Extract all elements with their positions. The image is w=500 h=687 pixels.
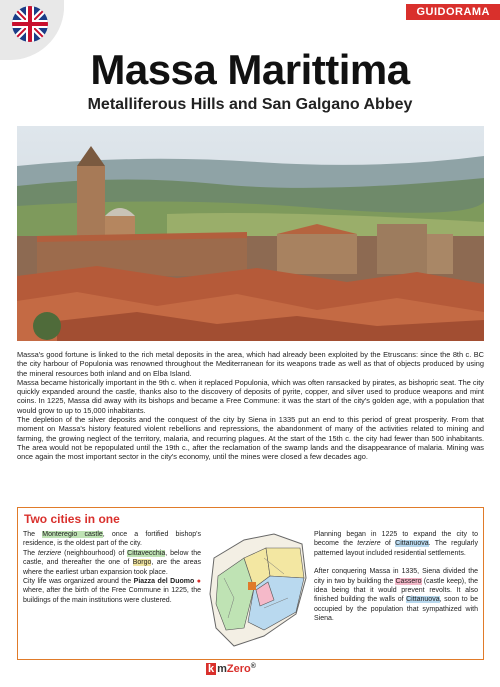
page-subtitle: Metalliferous Hills and San Galgano Abbey: [87, 96, 413, 113]
cittanuova-highlight: Cittanuova: [406, 596, 440, 604]
duomo-bullet-icon: ●: [194, 578, 201, 586]
box-paragraph: City life was organized around the Piazza del Duomo ● where, after the birth of the Free Commune in 1225, the buildings of the main institutions were clustered.: [23, 578, 201, 604]
two-cities-box: [17, 507, 484, 660]
box-paragraph: After conquering Massa in 1335, Siena divided the city in two by building the Cassero (castle keep), the idea being that it would prevent revolts. It also finished building the walls of Cittanuova, soon to be occupied by the population that sympathized with Siena.: [314, 568, 479, 623]
monteregio-highlight: Monteregio castle: [42, 531, 103, 538]
intro-paragraph: The depletion of the silver deposits and the conquest of the city by Siena in 1335 put an end to this period of great prosperity. From that moment on Massa's history featured violent rebellions and repressions, the abandonment of many of the activities related to mining and farming, the growing neglect of the territory, malaria, and recurring plagues. At the start of the 15th c. the city had fewer than 500 inhabitants. The area would not be repopulated until the 19th c., after the reclamation of the swamp lands and the disappearance of malaria. Mining was once again the most important sector in the city's economy, until the mines were closed a few decades ago.: [17, 415, 484, 462]
borgo-highlight: Borgo: [132, 559, 152, 567]
city-map-icon: [204, 518, 312, 656]
box-left-column: [23, 530, 201, 605]
kmzero-logo: k mZero®: [208, 663, 256, 675]
box-paragraph: Planning began in 1225 to expand the city to become the terziere of Cittanuova. The regularly patterned layout included residential settlements.: [314, 531, 478, 557]
piazza-del-duomo-label: Piazza del Duomo: [133, 578, 195, 586]
cassero-highlight: Cassero: [395, 577, 422, 585]
cittanuova-highlight: Cittanuova: [395, 540, 429, 548]
intro-paragraph: Massa's good fortune is linked to the rich metal deposits in the area, which had already been exploited by the Etruscans: since the 8th c. BC the city harbour of Populonia was renowned throughout the Mediterranean for its weapons trade as well as that of objects produced by using the mineral resources both inland and on Elba Island.: [17, 350, 484, 378]
cittavecchia-highlight: Cittavecchia: [127, 549, 166, 557]
box-paragraph: The terziere (neighbourhood) of Cittavecchia, below the castle, and thereafter the one of Borgo, are the areas where the earliest urban expansion took place.: [23, 549, 202, 576]
box-title: Two cities in one: [24, 512, 120, 526]
page-title: Massa Marittima: [90, 46, 410, 93]
guidorama-brand-badge: GUIDORAMA: [406, 4, 500, 20]
box-right-column: [314, 530, 478, 624]
box-paragraph: The Monteregio castle, once a fortified bishop's residence, is the oldest part of the city.: [23, 531, 201, 548]
intro-text: [17, 350, 484, 462]
intro-paragraph: Massa became historically important in the 9th c. when it replaced Populonia, which was often ransacked by pirates, as bishopric seat. The city quickly expanded around the castle, thanks also to the discovery of deposits of pyrite, copper, and silver used to produce weapons and mint coins. In 1225, Massa did away with its bishops and became a Free Commune: it was the start of the city's golden age, with a population that would grow to up to 15,000 inhabitants.: [17, 377, 484, 415]
town-panorama-photo: [17, 126, 484, 341]
